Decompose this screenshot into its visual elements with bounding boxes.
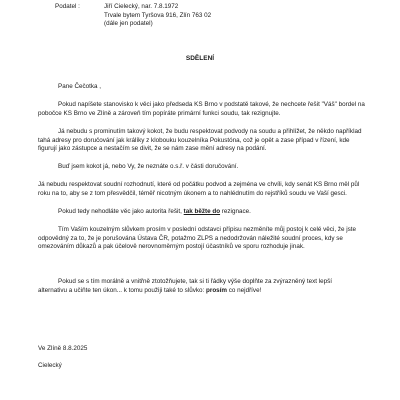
closing-block xyxy=(38,345,87,370)
podatel-block xyxy=(104,3,211,29)
paragraph-5: Pokud tedy nehodláte věc jako autorita řešit, tak běžte do rezignace. xyxy=(58,208,251,215)
signature-name: Cielecký xyxy=(38,361,62,369)
paragraph-3: Buď jsem kokot já, nebo Vy, že neznáte o.s.ř. v části doručování. xyxy=(58,163,239,170)
podatel-note: (dále jen podatel) xyxy=(104,20,153,28)
paragraph-4: Já nebudu respektovat soudní rozhodnutí, které od počátku podvod a zejména ve chvíli, kdy senát KS Brno měl půl roku na to, aby se z tom přesvědčil, téměř nicotným úkonem a to nahlédnutím do rejstříků soudu ve Vaší gesci. xyxy=(38,181,360,197)
document-title: SDĚLENÍ xyxy=(185,55,215,62)
place-date: Ve Zlíně 8.8.2025 xyxy=(38,345,88,352)
podatel-label: Podatel : xyxy=(55,3,80,10)
paragraph-2: Já nebudu s prominutím takový kokot, že budu respektovat podvody na soudu a přihlížet, že někdo například tahá adresy pro doručování jak králíky z klobouku kouzelníka Pokustóna, což je opět a zase případ v řízení, kde figurují jako zástupce a nestačím se divit, že se nám zase mění adresy na podání. xyxy=(38,128,362,153)
paragraph-1: Pokud napíšete stanovisko k věci jako předseda KS Brno v podstatě takové, že nechcete řešit "Váš" bordel na pobočce KS Brno ve Zlíně a zároveň tím popíráte primární funkci soudu, tak rezignujte. xyxy=(38,101,365,117)
paragraph-6: Tím Vaším kouzelným slůvkem prosím v poslední odstavci přípisu nezměníte můj postoj k celé věci, že jste odpovědný za to, že je porušována Ústava ČR, potažmo ZLPS a nedodržován náležité soudní proces, kdy se omezováním důkazů a pak účelově nerovnoměrným postojí účastníků ve sporu rozhoduje jinak. xyxy=(38,226,357,251)
podatel-name: Jiří Cielecký, nar. 7.8.1972 xyxy=(104,3,179,10)
emphasized-text: tak běžte do xyxy=(183,208,221,215)
podatel-address: Trvale bytem Tyršova 916, Zlín 763 02 xyxy=(104,11,212,19)
salutation: Pane Čečotka , xyxy=(58,83,102,90)
bold-word: prosím xyxy=(206,286,228,294)
paragraph-7: Pokud se s tím morálně a vnitřně ztotožňujete, tak si ti řádky výše doplňte za zvýrazněný text lepší alternativu a učiňte ten úkon... k tomu použiji také to slůvko: prosím co nejdříve! xyxy=(38,278,333,294)
